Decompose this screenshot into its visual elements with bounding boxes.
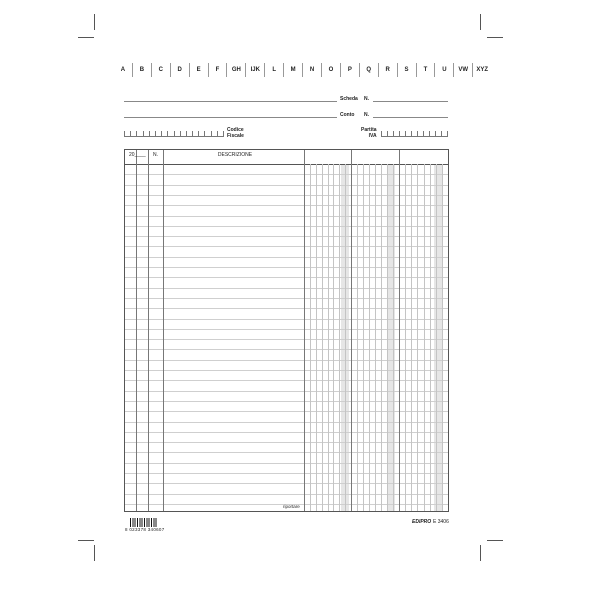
column-rule [136, 150, 137, 511]
barcode-number: 8 023378 340607 [125, 527, 165, 532]
sub-column-rule [345, 164, 346, 511]
sub-column-rule [375, 164, 376, 511]
conto-label: Conto [340, 112, 355, 118]
column-rule [304, 150, 305, 511]
crop-mark [78, 37, 94, 38]
crop-mark [480, 545, 481, 561]
carry-forward-label: riportare [283, 504, 300, 509]
codice-fiscale-label: Codice Fiscale [227, 127, 244, 139]
index-tab: VW [454, 63, 473, 77]
crop-mark [94, 14, 95, 30]
scheda-number-label: N. [364, 96, 369, 102]
index-tab: B [133, 63, 152, 77]
conto-line [124, 117, 337, 118]
index-tab: R [379, 63, 398, 77]
sub-column-rule [405, 164, 406, 511]
barcode [130, 518, 158, 527]
crop-mark [487, 540, 503, 541]
sub-column-rule [393, 164, 394, 511]
sub-column-rule [322, 164, 323, 511]
year-header: 20____ [129, 152, 146, 158]
crop-mark [94, 545, 95, 561]
index-tab: GH [227, 63, 246, 77]
description-header: DESCRIZIONE [217, 152, 253, 158]
sub-column-rule [442, 164, 443, 511]
index-tab: XYZ [476, 67, 488, 73]
index-tab: IJK [246, 63, 265, 77]
sub-column-rule [417, 164, 418, 511]
column-rule [148, 150, 149, 511]
index-tab: E [190, 63, 209, 77]
sub-column-rule [310, 164, 311, 511]
number-header: N. [153, 152, 158, 158]
index-tab: P [341, 63, 360, 77]
index-tab: C [152, 63, 171, 77]
index-tab: A [114, 63, 133, 77]
alphabet-index-strip [114, 63, 491, 77]
scheda-line [124, 101, 337, 102]
crop-mark [480, 14, 481, 30]
column-rule [163, 150, 164, 511]
index-tab: O [322, 63, 341, 77]
sub-column-rule [387, 164, 388, 511]
column-rule [399, 150, 400, 511]
index-tab: M [284, 63, 303, 77]
sub-column-rule [436, 164, 437, 511]
index-tab: F [209, 63, 228, 77]
crop-mark [487, 37, 503, 38]
sub-column-rule [328, 164, 329, 511]
index-tab: L [265, 63, 284, 77]
brand-logo: EDIPRO [412, 519, 432, 525]
index-tab: D [171, 63, 190, 77]
sub-column-rule [357, 164, 358, 511]
sub-column-rule [333, 164, 334, 511]
product-code: E 3406 [433, 519, 449, 525]
column-rule [351, 150, 352, 511]
sub-column-rule [411, 164, 412, 511]
crop-mark [78, 540, 94, 541]
conto-number-line [373, 117, 448, 118]
index-tab: S [398, 63, 417, 77]
index-tab: T [417, 63, 436, 77]
sub-column-rule [369, 164, 370, 511]
sub-column-rule [381, 164, 382, 511]
sub-column-rule [316, 164, 317, 511]
sub-column-rule [363, 164, 364, 511]
partita-iva-label: Partita IVA [361, 127, 377, 139]
sub-column-rule [424, 164, 425, 511]
index-tab: N [303, 63, 322, 77]
ledger-table [124, 149, 449, 512]
scheda-label: Scheda [340, 96, 358, 102]
ledger-grid [125, 150, 448, 511]
sub-column-rule [339, 164, 340, 511]
codice-fiscale-boxes [124, 127, 224, 137]
partita-iva-boxes [381, 127, 448, 137]
conto-number-label: N. [364, 112, 369, 118]
sub-column-rule [430, 164, 431, 511]
scheda-number-line [373, 101, 448, 102]
index-tab: U [435, 63, 454, 77]
index-tab: Q [360, 63, 379, 77]
